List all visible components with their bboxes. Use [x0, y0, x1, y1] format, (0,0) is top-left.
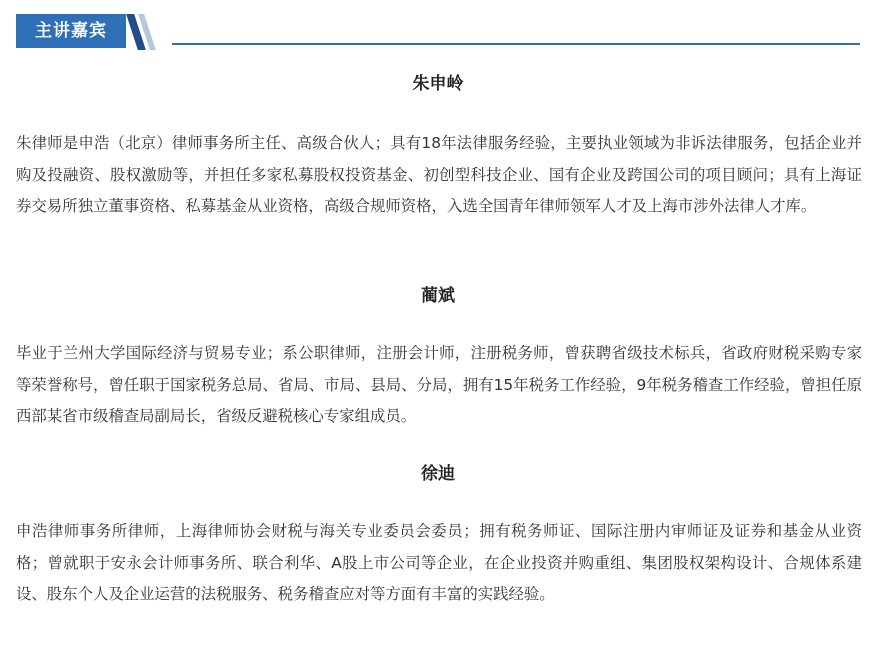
speaker-bio-1: 朱律师是申浩（北京）律师事务所主任、高级合伙人；具有18年法律服务经验，主要执业领域为非诉法律服务，包括企业并购及投融资、股权激励等，并担任多家私募股权投资基金、初创型科技企业、国有企业及跨国公司的项目顾问；具有上海证券交易所独立董事资格、私募基金从业资格，高级合规师资格，入选全国青年律师领军人才及上海市涉外法律人才库。 — [16, 134, 862, 215]
speaker-bio-3: 申浩律师事务所律师，上海律师协会财税与海关专业委员会委员；拥有税务师证、国际注册内审师证及证券和基金从业资格；曾就职于安永会计师事务所、联合利华、A股上市公司等企业，在企业投资并购重组、集团股权架构设计、合规体系建设、股东个人及企业运营的法税服务、税务稽查应对等方面有丰富的实践经验。 — [16, 522, 862, 603]
speaker-bio-2: 毕业于兰州大学国际经济与贸易专业；系公职律师，注册会计师，注册税务师，曾获聘省级技术标兵，省政府财税采购专家等荣誉称号，曾任职于国家税务总局、省局、市局、县局、分局，拥有15年税务工作经验，9年税务稽查工作经验，曾担任原西部某省市级稽查局副局长，省级反避税核心专家组成员。 — [16, 344, 862, 425]
section-header — [0, 0, 876, 60]
header-divider — [172, 43, 860, 45]
section-title: 主讲嘉宾 — [16, 14, 126, 48]
speaker-name-2: 蔺斌 — [421, 286, 455, 306]
speaker-name-3: 徐迪 — [421, 464, 455, 484]
speaker-name-1: 朱申岭 — [412, 74, 464, 94]
